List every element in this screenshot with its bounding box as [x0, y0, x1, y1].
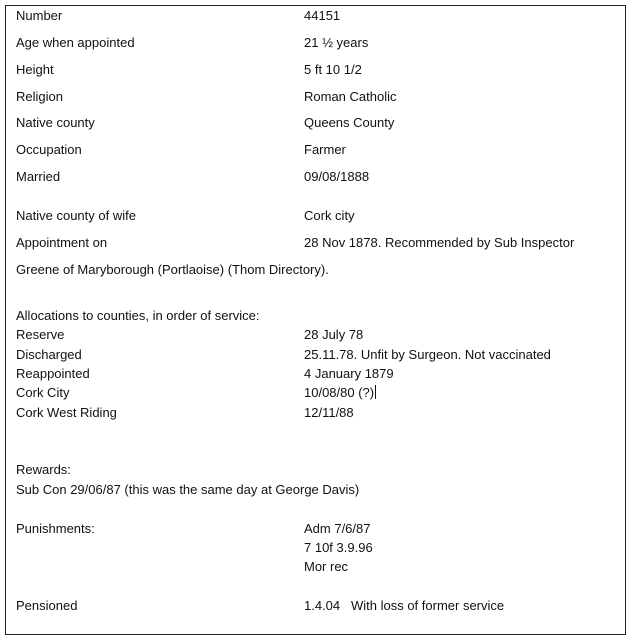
wife-county-value: Cork city [304, 208, 355, 223]
punishments-label: Punishments: [16, 521, 95, 536]
pensioned-value: 1.4.04 With loss of former service [304, 598, 505, 613]
allocation-label: Reserve [16, 327, 65, 342]
allocation-value: 25.11.78. Unfit by Surgeon. Not vaccinated [304, 347, 551, 362]
native-county-value: Queens County [304, 115, 395, 130]
allocation-value: 10/08/80 (?) [304, 385, 375, 400]
allocation-label: Reappointed [16, 366, 90, 381]
native-county-label: Native county [16, 115, 95, 130]
age-label: Age when appointed [16, 35, 135, 50]
married-label: Married [16, 169, 61, 184]
age-value: 21 ½ years [304, 35, 369, 50]
allocation-value: 12/11/88 [304, 405, 354, 420]
number-label: Number [16, 8, 63, 23]
married-value: 09/08/1888 [304, 169, 370, 184]
wife-county-label: Native county of wife [16, 208, 136, 223]
rewards-text: Sub Con 29/06/87 (this was the same day at George Davis) [16, 482, 360, 497]
allocations-heading: Allocations to counties, in order of service: [16, 308, 260, 323]
religion-label: Religion [16, 89, 63, 104]
occupation-label: Occupation [16, 142, 82, 157]
punishment-line: Adm 7/6/87 [304, 521, 371, 536]
allocation-value-with-cursor[interactable] [304, 385, 376, 401]
appointment-label: Appointment on [16, 235, 108, 250]
allocation-label: Cork West Riding [16, 405, 117, 420]
height-label: Height [16, 62, 54, 77]
appointment-value: 28 Nov 1878. Recommended by Sub Inspector [304, 235, 575, 250]
punishment-line: 7 10f 3.9.96 [304, 540, 373, 555]
height-value: 5 ft 10 1/2 [304, 62, 362, 77]
allocation-value: 28 July 78 [304, 327, 364, 342]
pensioned-label: Pensioned [16, 598, 78, 613]
occupation-value: Farmer [304, 142, 346, 157]
allocation-label: Discharged [16, 347, 82, 362]
punishment-line: Mor rec [304, 559, 349, 574]
text-cursor [375, 385, 376, 399]
number-value: 44151 [304, 8, 341, 23]
allocation-label: Cork City [16, 385, 70, 400]
appointment-continuation: Greene of Maryborough (Portlaoise) (Thom Directory). [16, 262, 329, 277]
allocation-value: 4 January 1879 [304, 366, 394, 381]
rewards-heading: Rewards: [16, 462, 71, 477]
religion-value: Roman Catholic [304, 89, 397, 104]
